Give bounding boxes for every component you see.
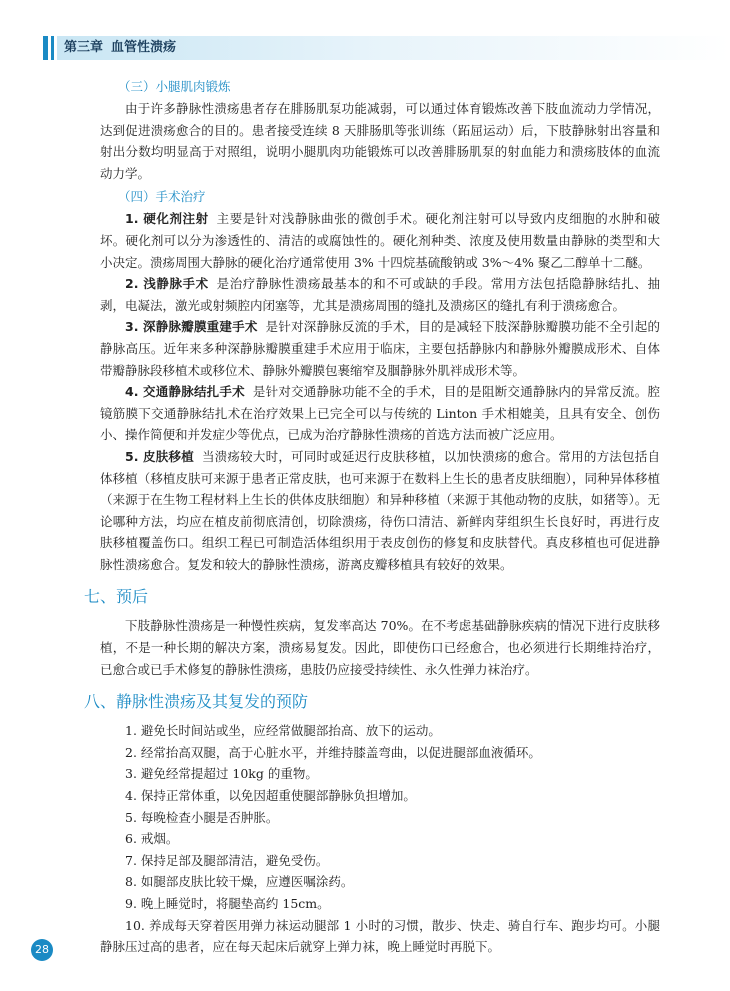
item-label: 4. 交通静脉结扎手术 bbox=[125, 384, 245, 400]
prevention-list bbox=[100, 720, 660, 958]
item-text: 是治疗静脉性溃疡最基本的和不可或缺的手段。常用方法包括隐静脉结扎、抽剥，电凝法，激光或射频腔内闭塞等，尤其是溃疡周围的缝扎及溃疡区的缝扎有利于溃疡愈合。 bbox=[100, 276, 660, 313]
item-label: 2. 浅静脉手术 bbox=[125, 276, 209, 292]
subsection-heading: （三）小腿肌肉锻炼 bbox=[118, 79, 231, 94]
surgery-item bbox=[100, 381, 660, 446]
item-label: 5. 皮肤移植 bbox=[125, 448, 194, 464]
subsection-heading: （四）手术治疗 bbox=[118, 189, 206, 205]
page-body bbox=[84, 78, 660, 958]
surgery-item bbox=[100, 316, 660, 381]
page-number: 28 bbox=[31, 939, 53, 961]
paragraph: 下肢静脉性溃疡是一种慢性疾病，复发率高达 70%。在不考虑基础静脉疾病的情况下进行皮肤移植，不是一种长期的解决方案，溃疡易复发。因此，即使伤口已经愈合，也必须进行长期维持治疗，已愈合或已手术修复的静脉性溃疡，患肢仍应接受持续性、永久性弹力袜治疗。 bbox=[100, 618, 660, 677]
list-item: 2. 经常抬高双腿，高于心脏水平，并维持膝盖弯曲，以促进腿部血液循环。 bbox=[125, 744, 541, 760]
list-item: 3. 避免经常提超过 10kg 的重物。 bbox=[125, 766, 318, 782]
paragraph: 由于许多静脉性溃疡患者存在腓肠肌泵功能减弱，可以通过体育锻炼改善下肢血流动力学情况，达到促进溃疡愈合的目的。患者接受连续 8 天腓肠肌等张训练（跖屈运动）后，下肢静脉射出容量和射出分数均明显高于对照组，说明小腿肌肉功能锻炼可以改善腓肠肌泵的射血能力和溃疡肢体的血流动力学。 bbox=[100, 101, 660, 181]
surgery-item bbox=[100, 273, 660, 316]
header-text bbox=[64, 38, 184, 58]
item-text: 是针对交通静脉功能不全的手术，目的是阻断交通静脉内的异常反流。腔镜筋膜下交通静脉结扎术在治疗效果上已完全可以与传统的 Linton 手术相媲美，且具有安全、创伤小、操作简便和并发症少等优点，已成为治疗静脉性溃疡的首选方法而被广泛应用。 bbox=[100, 384, 660, 443]
list-item: 9. 晚上睡觉时，将腿垫高约 15cm。 bbox=[125, 896, 330, 911]
item-text: 主要是针对浅静脉曲张的微创手术。硬化剂注射可以导致内皮细胞的水肿和破坏。硬化剂可以分为渗透性的、清洁的或腐蚀性的。硬化剂种类、浓度及使用数量由静脉的类型和大小决定。溃疡周围大静脉的硬化治疗通常使用 3% 十四烷基硫酸钠或 3%～4% 聚乙二醇单十二醚。 bbox=[100, 211, 660, 270]
list-item: 1. 避免长时间站或坐，应经常做腿部抬高、放下的运动。 bbox=[125, 723, 441, 739]
chapter-number: 第三章 bbox=[64, 40, 104, 55]
list-item: 6. 戒烟。 bbox=[125, 831, 179, 847]
header-accent-bar bbox=[43, 36, 48, 60]
running-header bbox=[0, 34, 730, 62]
surgery-item bbox=[100, 446, 660, 576]
list-item: 5. 每晚检查小腿是否肿胀。 bbox=[125, 809, 279, 825]
item-label: 1. 硬化剂注射 bbox=[125, 211, 209, 227]
section-heading: 七、预后 bbox=[84, 587, 149, 607]
list-item: 8. 如腿部皮肤比较干燥，应遵医嘱涂药。 bbox=[125, 874, 354, 890]
item-text: 当溃疡较大时，可同时或延迟行皮肤移植，以加快溃疡的愈合。常用的方法包括自体移植（移植皮肤可来源于患者正常皮肤，也可来源于在数料上生长的患者皮肤细胞），同种异体移植（来源于在生物工程材料上生长的供体皮肤细胞）和异种移植（来源于其他动物的皮肤，如猪等）。无论哪种方法，均应在植皮前彻底清创，切除溃疡，待伤口清洁、新鲜肉芽组织生长良好时，再进行皮肤移植覆盖伤口。组织工程已可制造活体组织用于表皮创伤的修复和皮肤替代。真皮移植也可促进静脉性溃疡愈合。复发和较大的静脉性溃疡，游离皮瓣移植具有较好的效果。 bbox=[100, 448, 660, 572]
list-item: 7. 保持足部及腿部清洁，避免受伤。 bbox=[125, 852, 329, 868]
section-heading: 八、静脉性溃疡及其复发的预防 bbox=[84, 692, 309, 712]
list-item: 4. 保持正常体重，以免因超重使腿部静脉负担增加。 bbox=[125, 788, 416, 804]
item-text: 是针对深静脉反流的手术，目的是减轻下肢深静脉瓣膜功能不全引起的静脉高压。近年来多种深静脉瓣膜重建手术应用于临床，主要包括静脉内和静脉外瓣膜成形术、自体带瓣静脉段移植术或移位术、静脉外瓣膜包裹缩窄及腘静脉外肌袢成形术等。 bbox=[100, 319, 660, 378]
header-accent-bar bbox=[51, 36, 54, 60]
item-label: 3. 深静脉瓣膜重建手术 bbox=[125, 319, 258, 335]
chapter-title: 血管性溃疡 bbox=[111, 40, 177, 55]
list-item: 10. 养成每天穿着医用弹力袜运动腿部 1 小时的习惯，散步、快走、骑自行车、跑步均可。小腿静脉压过高的患者，应在每天起床后就穿上弹力袜，晚上睡觉时再脱下。 bbox=[100, 917, 660, 955]
surgery-item bbox=[100, 208, 660, 273]
